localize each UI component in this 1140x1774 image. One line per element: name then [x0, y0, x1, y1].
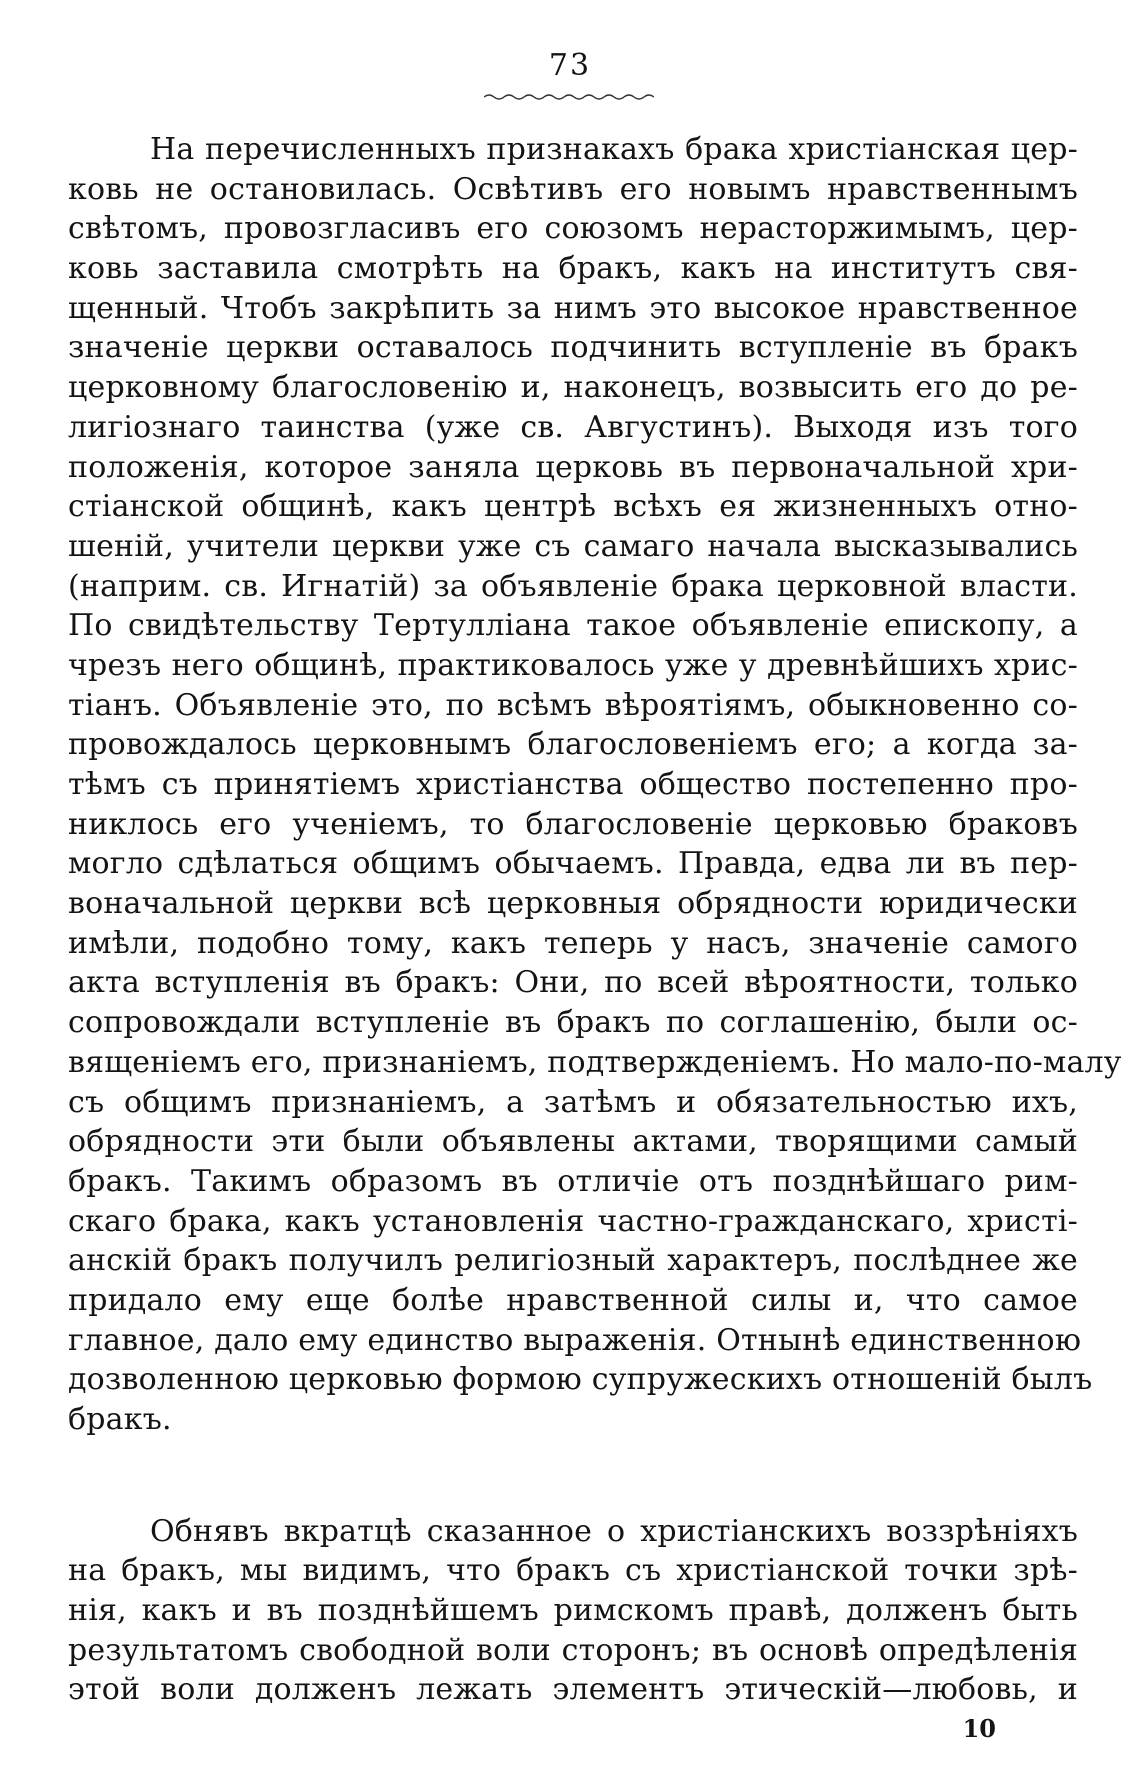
text-line: результатомъ свободной воли сторонъ; въ основѣ опредѣленія — [68, 1632, 1078, 1668]
page-number: 73 — [548, 48, 592, 83]
text-line: вященіемъ его, признаніемъ, подтвержденіемъ. Но мало-по-малу — [68, 1044, 1122, 1080]
text-line: стіанской общинѣ, какъ центрѣ всѣхъ ея жизненныхъ отно- — [68, 489, 1078, 525]
text-line: провождалось церковнымъ благословеніемъ его; а когда за- — [68, 727, 1078, 763]
text-line: свѣтомъ, провозгласивъ его союзомъ нерасторжимымъ, цер- — [68, 211, 1078, 247]
decorative-wavy-rule — [484, 92, 654, 102]
text-line: могло сдѣлаться общимъ обычаемъ. Правда, едва ли въ пер- — [68, 846, 1078, 882]
paragraph-2 — [68, 1512, 1078, 1710]
text-line: этой воли долженъ лежать элементъ этическій—любовь, и — [68, 1672, 1078, 1708]
text-line: Обнявъ вкратцѣ сказанное о христіанскихъ воззрѣніяхъ — [150, 1513, 1078, 1549]
paragraph-spacer — [68, 1440, 1078, 1512]
text-line: придало ему еще болѣе нравственной силы и, что самое — [68, 1282, 1078, 1318]
text-line: ковь не остановилась. Освѣтивъ его новымъ нравственнымъ — [68, 171, 1078, 207]
text-line: По свидѣтельству Тертулліана такое объявленіе епископу, а — [68, 608, 1078, 644]
text-line: тѣмъ съ принятіемъ христіанства общество постепенно про- — [68, 767, 1078, 802]
text-line: лигіознаго таинства (уже св. Августинъ). Выходя изъ того — [68, 409, 1078, 445]
text-line: тіанъ. Объявленіе это, по всѣмъ вѣроятіямъ, обыкновенно со- — [68, 687, 1078, 723]
text-line: воначальной церкви всѣ церковныя обрядности юридически — [68, 886, 1078, 922]
text-line: обрядности эти были объявлены актами, творящими самый — [68, 1124, 1078, 1160]
body-text — [68, 130, 1122, 1710]
text-line: сопровождали вступленіе въ бракъ по соглашенію, были ос- — [68, 1005, 1078, 1041]
text-line: чрезъ него общинѣ, практиковалось уже у древнѣйшихъ хрис- — [68, 647, 1078, 683]
text-line: скаго брака, какъ установленія частно-гражданскаго, христі- — [68, 1203, 1078, 1239]
text-line: дозволенною церковью формою супружескихъ отношеній былъ — [68, 1362, 1093, 1398]
text-line: никлось его ученіемъ, то благословеніе церковью браковъ — [68, 806, 1078, 842]
text-line: нія, какъ и въ позднѣйшемъ римскомъ правѣ, долженъ быть — [68, 1593, 1078, 1629]
text-line: значеніе церкви оставалось подчинить вступленіе въ бракъ — [68, 330, 1078, 366]
text-line: имѣли, подобно тому, какъ теперь у насъ, значеніе самого — [68, 925, 1078, 961]
text-line: щенный. Чтобъ закрѣпить за нимъ это высокое нравственное — [68, 290, 1078, 326]
text-line: акта вступленія въ бракъ: Они, по всей вѣроятности, только — [68, 965, 1078, 1001]
text-line: на бракъ, мы видимъ, что бракъ съ христіанской точки зрѣ- — [68, 1553, 1078, 1589]
text-line: бракъ. — [68, 1402, 172, 1437]
text-line: На перечисленныхъ признакахъ брака христіанская цер- — [150, 132, 1078, 167]
text-line: (наприм. св. Игнатій) за объявленіе брака церковной власти. — [68, 568, 1078, 604]
text-line: шеній, учители церкви уже съ самаго начала высказывались — [68, 528, 1078, 564]
text-line: ковь заставила смотрѣть на бракъ, какъ на институтъ свя- — [68, 251, 1078, 287]
paragraph-1 — [68, 130, 1122, 1440]
text-line: положенія, которое заняла церковь въ первоначальной хри- — [68, 449, 1078, 485]
text-line: анскій бракъ получилъ религіозный характеръ, послѣднее же — [68, 1243, 1078, 1279]
text-line: бракъ. Такимъ образомъ въ отличіе отъ позднѣйшаго рим- — [68, 1163, 1078, 1199]
text-line: съ общимъ признаніемъ, а затѣмъ и обязательностью ихъ, — [68, 1084, 1078, 1120]
text-line: главное, дало ему единство выраженія. Отнынѣ единственною — [68, 1322, 1082, 1358]
printer-signature-mark: 10 — [962, 1714, 996, 1743]
text-line: церковному благословенію и, наконецъ, возвысить его до ре- — [68, 370, 1078, 406]
